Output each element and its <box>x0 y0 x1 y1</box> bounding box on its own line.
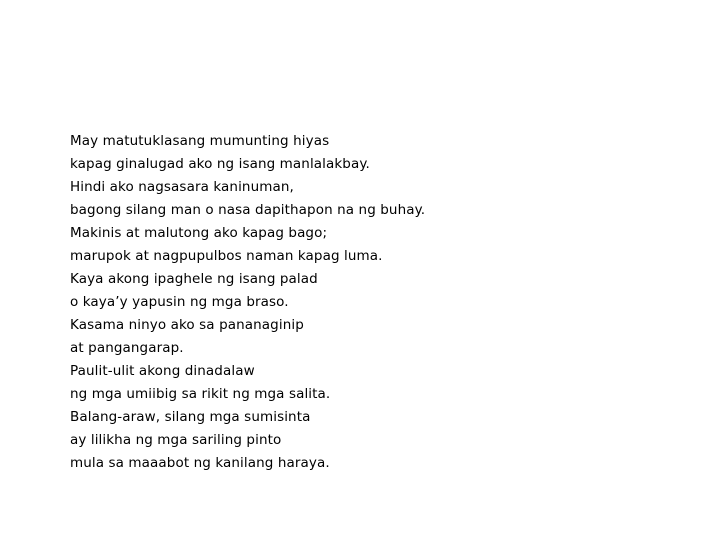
poem-line-4: bagong silang man o nasa dapithapon na ng buhay. <box>70 202 426 218</box>
poem-line-7: Kaya akong ipaghele ng isang palad <box>70 271 318 287</box>
poem-line-6: marupok at nagpupulbos naman kapag luma. <box>70 248 383 264</box>
poem-line-2: kapag ginalugad ako ng isang manlalakbay. <box>70 156 370 172</box>
poem-line-10: at pangangarap. <box>70 340 184 356</box>
poem-line-11: Paulit-ulit akong dinadalaw <box>70 363 255 379</box>
poem-text-block <box>70 130 690 475</box>
poem-line-12: ng mga umiibig sa rikit ng mga salita. <box>70 386 331 402</box>
poem-line-14: ay lilikha ng mga sariling pinto <box>70 432 282 448</box>
poem-line-5: Makinis at malutong ako kapag bago; <box>70 225 328 241</box>
poem-line-8: o kaya’y yapusin ng mga braso. <box>70 294 289 310</box>
poem-line-1: May matutuklasang mumunting hiyas <box>70 133 330 149</box>
poem-line-3: Hindi ako nagsasara kaninuman, <box>70 179 294 195</box>
poem-line-15: mula sa maaabot ng kanilang haraya. <box>70 455 330 471</box>
poem-line-13: Balang-araw, silang mga sumisinta <box>70 409 311 425</box>
poem-line-9: Kasama ninyo ako sa pananaginip <box>70 317 304 333</box>
